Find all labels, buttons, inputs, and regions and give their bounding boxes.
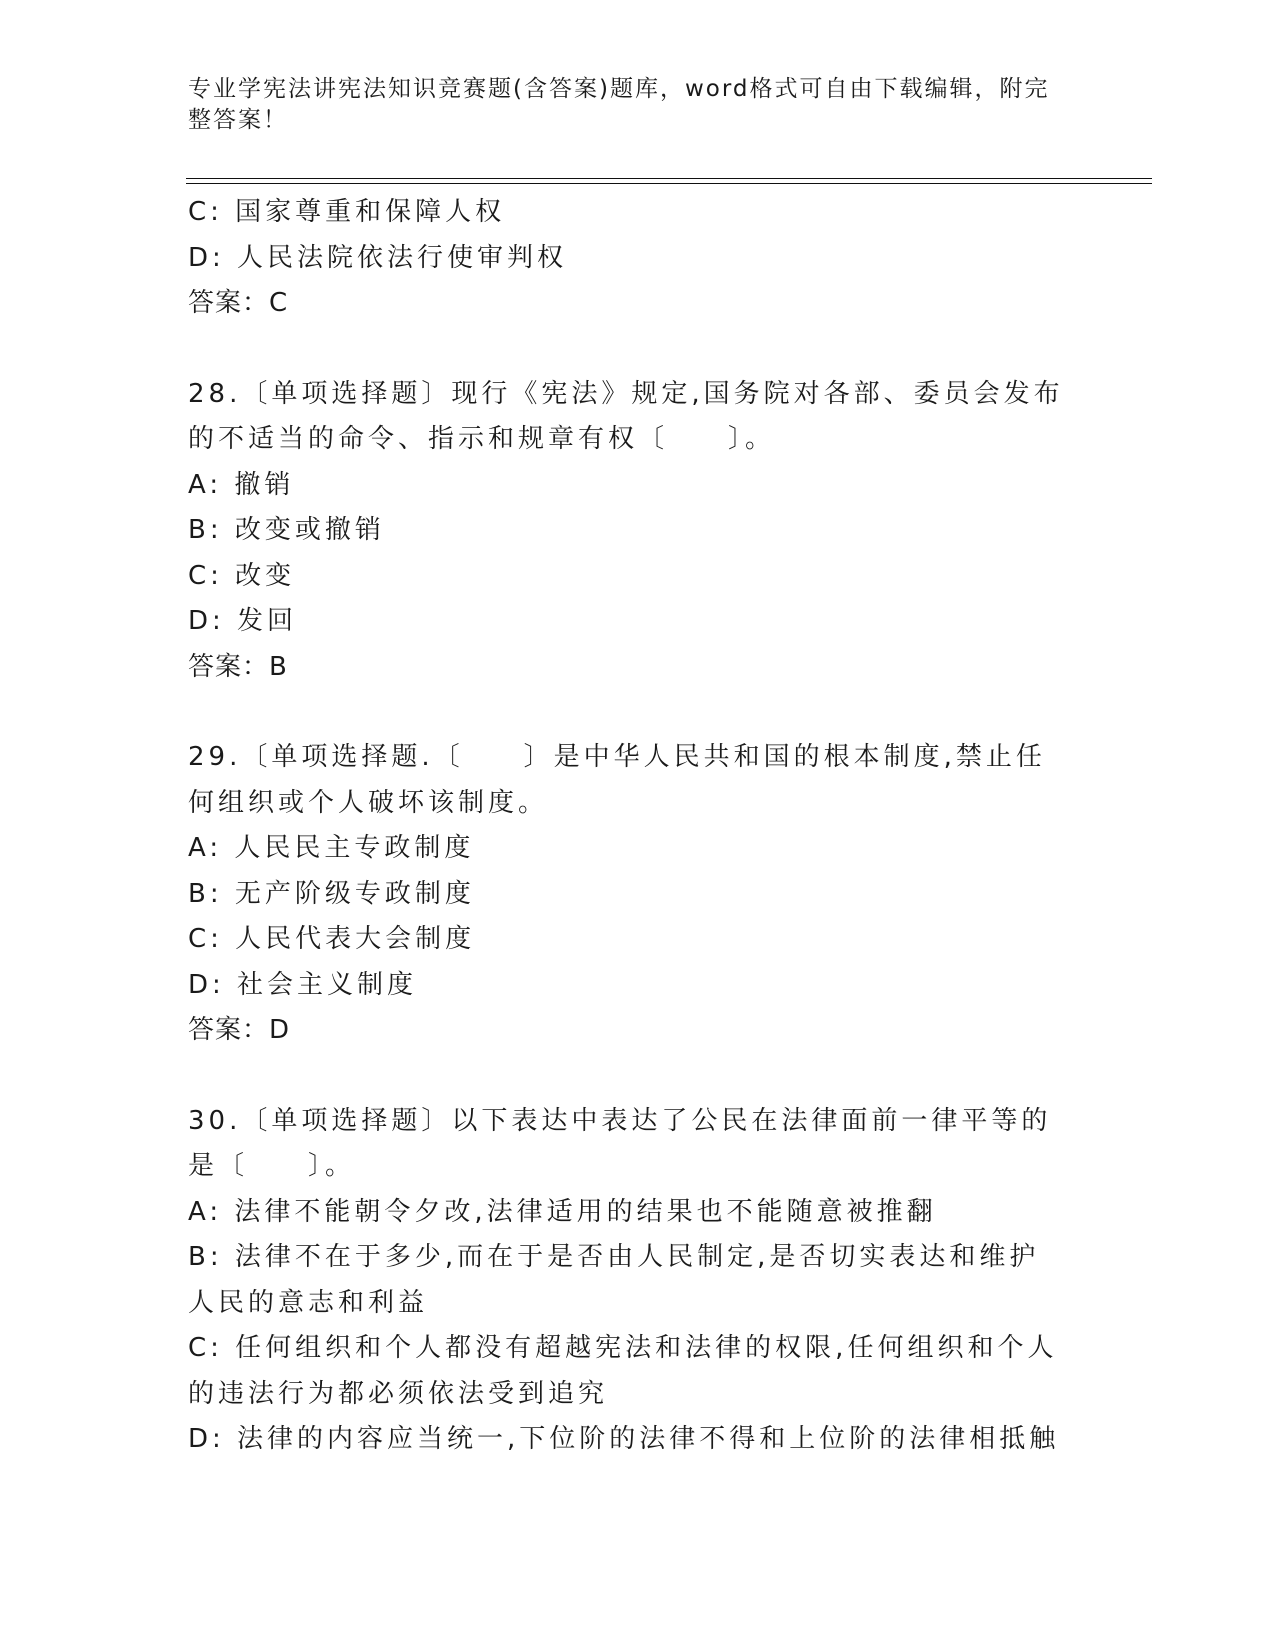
option-c: C: 人民代表大会制度 [188, 924, 476, 954]
question-30 [188, 1099, 1088, 1463]
answer-line: 答案：D [188, 1015, 291, 1045]
option-c: C: 改变 [188, 560, 296, 591]
question-stem: 28.〔单项选择题〕现行《宪法》规定,国务院对各部、委员会发布的不适当的命令、指示和规章有权〔 〕。 [188, 378, 1064, 454]
question-28 [188, 372, 1088, 691]
option-c: C: 国家尊重和保障人权 [188, 197, 506, 227]
option-b: B: 无产阶级专政制度 [188, 878, 475, 909]
option-a: A: 撤销 [188, 469, 295, 500]
page-header: 专业学宪法讲宪法知识竞赛题(含答案)题库，word格式可自由下载编辑，附完整答案！ [188, 76, 1050, 133]
header-rule-bottom [186, 183, 1152, 184]
option-b: B: 法律不在于多少,而在于是否由人民制定,是否切实表达和维护人民的意志和利益 [188, 1242, 1040, 1318]
question-stem: 29.〔单项选择题.〔 〕是中华人民共和国的根本制度,禁止任何组织或个人破坏该制度。 [188, 742, 1046, 818]
header-rule-top [186, 178, 1152, 179]
answer-line: 答案：C [188, 288, 289, 318]
question-29 [188, 735, 1088, 1054]
document-body [188, 190, 1088, 1463]
option-d: D: 社会主义制度 [188, 969, 418, 1000]
option-d: D: 人民法院依法行使审判权 [188, 242, 568, 273]
option-d: D: 法律的内容应当统一,下位阶的法律不得和上位阶的法律相抵触 [188, 1424, 1060, 1454]
answer-line: 答案：B [188, 651, 288, 682]
option-d: D: 发回 [188, 606, 298, 636]
option-a: A: 法律不能朝令夕改,法律适用的结果也不能随意被推翻 [188, 1196, 937, 1227]
question-stem: 30.〔单项选择题〕以下表达中表达了公民在法律面前一律平等的是〔 〕。 [188, 1105, 1052, 1181]
option-a: A: 人民民主专政制度 [188, 833, 475, 863]
carryover-block [188, 190, 1088, 327]
option-c: C: 任何组织和个人都没有超越宪法和法律的权限,任何组织和个人的违法行为都必须依法受到追究 [188, 1333, 1058, 1409]
option-b: B: 改变或撤销 [188, 515, 385, 545]
